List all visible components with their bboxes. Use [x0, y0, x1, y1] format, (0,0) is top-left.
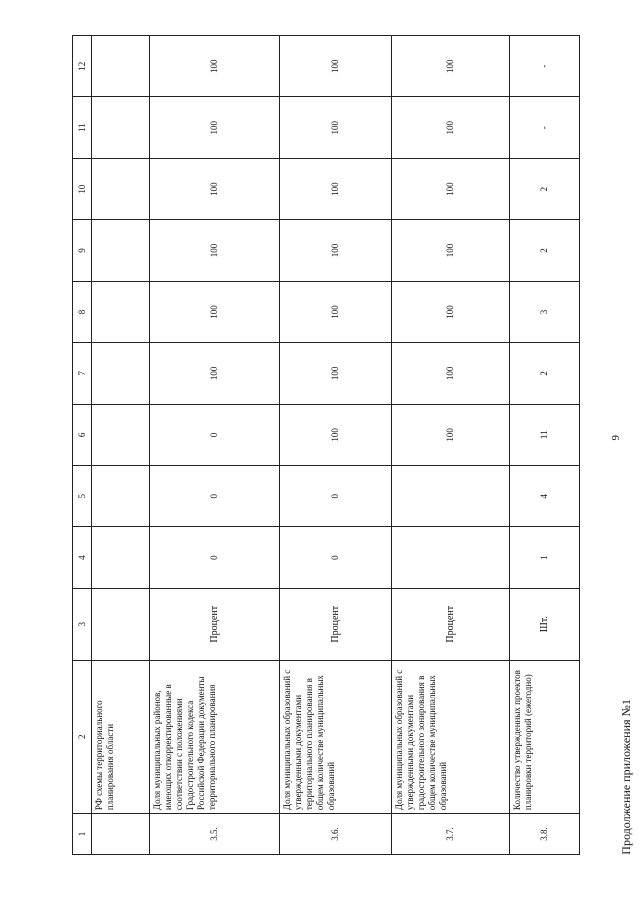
- value-cell: 3: [510, 281, 580, 342]
- row-description: РФ схемы территориального планирования области: [92, 660, 150, 814]
- value-cell: 0: [150, 466, 280, 527]
- row-number: 3.8.: [510, 814, 580, 855]
- value-cell: 100: [392, 97, 510, 158]
- value-cell: 100: [392, 220, 510, 281]
- row-number: 3.5.: [150, 814, 280, 855]
- value-cell: 100: [280, 97, 392, 158]
- value-cell: 100: [392, 343, 510, 404]
- value-cell: 100: [150, 158, 280, 219]
- col-header: 2: [73, 660, 92, 814]
- value-cell: 100: [280, 281, 392, 342]
- value-cell: 0: [280, 527, 392, 588]
- table-row: [150, 36, 280, 855]
- rotated-content: [60, 35, 633, 855]
- row-description: Доля муниципальных образований с утвержденными документами градостроительного зонирования в общем количестве муниципальных образований: [392, 660, 510, 814]
- value-cell: -: [510, 97, 580, 158]
- col-header: 5: [73, 466, 92, 527]
- col-header: 10: [73, 158, 92, 219]
- value-cell: 4: [510, 466, 580, 527]
- row-unit: Процент: [280, 588, 392, 660]
- col-header: 6: [73, 404, 92, 465]
- value-cell: 100: [150, 343, 280, 404]
- value-cell: 2: [510, 220, 580, 281]
- value-cell: 0: [150, 404, 280, 465]
- value-cell: 100: [392, 158, 510, 219]
- value-cell: 100: [280, 343, 392, 404]
- col-header: 9: [73, 220, 92, 281]
- row-number: [92, 814, 150, 855]
- value-cell: 1: [510, 527, 580, 588]
- value-cell: 100: [280, 220, 392, 281]
- col-header: 11: [73, 97, 92, 158]
- table-row: [280, 36, 392, 855]
- value-cell: 11: [510, 404, 580, 465]
- continuation-label: Продолжение приложения №1: [619, 699, 633, 855]
- value-cell: 100: [392, 36, 510, 97]
- value-cell: 100: [150, 36, 280, 97]
- value-cell: 100: [280, 36, 392, 97]
- row-description: Количество утвержденных проектов планировки территорий (ежегодно): [510, 660, 580, 814]
- value-cell: 2: [510, 343, 580, 404]
- col-header: 12: [73, 36, 92, 97]
- value-cell: 100: [392, 281, 510, 342]
- value-cell: [392, 466, 510, 527]
- value-cell: [392, 527, 510, 588]
- col-header: 8: [73, 281, 92, 342]
- indicators-table: [72, 35, 580, 855]
- value-cell: 0: [280, 466, 392, 527]
- value-cell: 100: [150, 97, 280, 158]
- header-row: [73, 36, 92, 855]
- value-cell: 100: [392, 404, 510, 465]
- value-cell: 0: [150, 527, 280, 588]
- row-number: 3.7.: [392, 814, 510, 855]
- table-row: [92, 36, 150, 855]
- value-cell: 100: [280, 158, 392, 219]
- col-header: 1: [73, 814, 92, 855]
- value-cell: -: [510, 36, 580, 97]
- value-cell: 100: [150, 220, 280, 281]
- value-cell: 2: [510, 158, 580, 219]
- page-number: 9: [610, 435, 622, 441]
- value-cell: 100: [150, 281, 280, 342]
- row-unit: Процент: [392, 588, 510, 660]
- col-header: 3: [73, 588, 92, 660]
- col-header: 4: [73, 527, 92, 588]
- row-unit: Шт.: [510, 588, 580, 660]
- table-row: [392, 36, 510, 855]
- row-unit: Процент: [150, 588, 280, 660]
- value-cell: 100: [280, 404, 392, 465]
- row-unit: [92, 588, 150, 660]
- row-number: 3.6.: [280, 814, 392, 855]
- row-description: Доля муниципальных районов, имеющих откорректированные в соответствии с положениями Градостроительного кодекса Российской Федерации документы территориального планирования: [150, 660, 280, 814]
- table-row: [510, 36, 580, 855]
- row-description: Доля муниципальных образований с утвержденными документами территориального планирования в общем количестве муниципальных образований: [280, 660, 392, 814]
- col-header: 7: [73, 343, 92, 404]
